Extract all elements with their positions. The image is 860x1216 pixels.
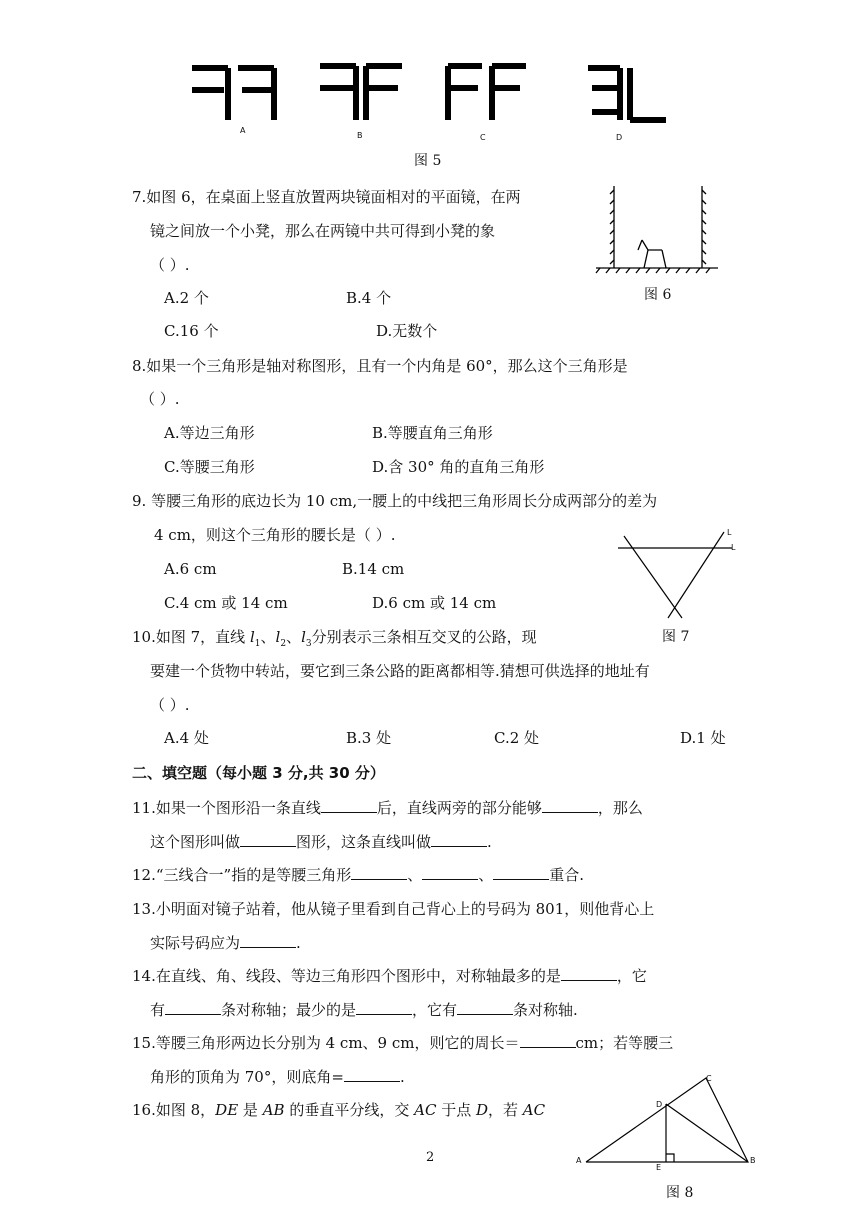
q14-a: 14.在直线、角、线段、等边三角形四个图形中，对称轴最多的是 <box>132 967 561 985</box>
q15-c: 角形的顶角为 70°，则底角= <box>150 1068 344 1086</box>
q7-option-d[interactable]: D.无数个 <box>376 322 438 340</box>
q12-blank-1[interactable] <box>351 864 407 880</box>
q8-option-a[interactable]: A.等边三角形 <box>164 424 255 442</box>
q15-blank-1[interactable] <box>520 1032 576 1048</box>
q10-option-b[interactable]: B.3 处 <box>346 729 392 747</box>
q16-dd: D <box>475 1101 488 1119</box>
q10-l3: l <box>301 628 306 646</box>
q14-c: 有 <box>150 1001 166 1019</box>
q11-blank-3[interactable] <box>240 831 296 847</box>
q10-l2-sub: 2 <box>280 639 287 649</box>
q14-blank-3[interactable] <box>356 999 412 1015</box>
q7-line2: 镜之间放一个小凳，那么在两镜中共可得到小凳的象 <box>150 222 496 240</box>
q9-line1: 9. 等腰三角形的底边长为 10 cm,一腰上的中线把三角形周长分成两部分的差为 <box>132 492 658 510</box>
q8-option-c[interactable]: C.等腰三角形 <box>164 458 255 476</box>
fig8-point-d: D <box>656 1100 663 1109</box>
q11-blank-1[interactable] <box>321 797 377 813</box>
q12-c: 、 <box>478 866 494 884</box>
q10-l3-sub: 3 <box>305 639 312 649</box>
q11-e: 图形，这条直线叫做 <box>296 833 432 851</box>
fig5-label-c: C <box>480 133 486 142</box>
q14-line2 <box>150 999 578 1021</box>
figure-6-mirrors <box>592 180 722 280</box>
q16-b: 是 <box>238 1101 263 1119</box>
q11-blank-2[interactable] <box>542 797 598 813</box>
fig7-caption: 图 7 <box>662 629 690 645</box>
fig5-label-d: D <box>616 133 623 142</box>
q11-f: . <box>487 833 492 851</box>
q9-option-a[interactable]: A.6 cm <box>164 560 217 578</box>
q16-d: 于点 <box>436 1101 476 1119</box>
q11-a: 11.如果一个图形沿一条直线 <box>132 799 321 817</box>
q10-option-c[interactable]: C.2 处 <box>494 729 540 747</box>
q9-line2: 4 cm，则这个三角形的腰长是（ ）. <box>154 526 396 544</box>
q14-e: ，它有 <box>412 1001 458 1019</box>
q11-blank-4[interactable] <box>431 831 487 847</box>
q16-c: 的垂直平分线，交 <box>284 1101 415 1119</box>
q7-option-c[interactable]: C.16 个 <box>164 322 219 340</box>
q16-line1 <box>132 1099 545 1121</box>
q13-line2a: 实际号码应为 <box>150 934 241 952</box>
q12-line <box>132 864 584 886</box>
q13-blank[interactable] <box>240 932 296 948</box>
q8-line1: 8.如果一个三角形是轴对称图形，且有一个内角是 60°，那么这个三角形是 <box>132 357 628 375</box>
q9-option-d[interactable]: D.6 cm 或 14 cm <box>372 594 497 612</box>
q14-f: 条对称轴. <box>513 1001 578 1019</box>
fig5-label-b: B <box>357 131 363 140</box>
figure-7-lines <box>612 526 742 626</box>
fig8-point-b: B <box>750 1156 756 1165</box>
q10-line3: （ ）. <box>150 696 190 714</box>
fig5-label-a: A <box>240 126 246 135</box>
q12-b: 、 <box>407 866 423 884</box>
q16-de: DE <box>215 1101 239 1119</box>
q11-c: ，那么 <box>597 799 643 817</box>
section-2-title: 二、填空题（每小题 3 分,共 30 分） <box>132 764 385 782</box>
q16-e: ，若 <box>488 1101 523 1119</box>
q8-option-b[interactable]: B.等腰直角三角形 <box>372 424 493 442</box>
q15-a: 15.等腰三角形两边长分别为 4 cm、9 cm，则它的周长＝ <box>132 1034 520 1052</box>
page-number: 2 <box>426 1150 435 1165</box>
q10-option-a[interactable]: A.4 处 <box>164 729 209 747</box>
q8-line2: （ ）. <box>140 390 180 408</box>
q12-a: 12.“三线合一”指的是等腰三角形 <box>132 866 352 884</box>
q10-line2: 要建一个货物中转站，要它到三条公路的距离都相等.猜想可供选择的地址有 <box>150 662 650 680</box>
q10-l1-sub: 1 <box>254 639 261 649</box>
fig7-label-l-upper: L <box>727 528 732 537</box>
q12-blank-3[interactable] <box>493 864 549 880</box>
q8-option-d[interactable]: D.含 30° 角的直角三角形 <box>372 458 545 476</box>
q9-option-b[interactable]: B.14 cm <box>342 560 405 578</box>
fig5-caption: 图 5 <box>414 153 442 169</box>
q14-blank-1[interactable] <box>561 965 617 981</box>
q7-line1: 7.如图 6，在桌面上竖直放置两块镜面相对的平面镜，在两 <box>132 188 521 206</box>
q10-line1-post: 分别表示三条相互交叉的公路，现 <box>311 628 537 646</box>
q9-option-c[interactable]: C.4 cm 或 14 cm <box>164 594 288 612</box>
fig8-caption: 图 8 <box>666 1185 694 1201</box>
q15-blank-2[interactable] <box>344 1066 400 1082</box>
q15-d: . <box>399 1068 405 1086</box>
q12-blank-2[interactable] <box>422 864 478 880</box>
q13-line1: 13.小明面对镜子站着，他从镜子里看到自己背心上的号码为 801，则他背心上 <box>132 900 655 918</box>
q7-option-a[interactable]: A.2 个 <box>164 289 209 307</box>
q10-l2: l <box>275 628 281 646</box>
q11-d: 这个图形叫做 <box>150 833 241 851</box>
q13-line2b: . <box>296 934 301 952</box>
q10-line1-pre: 10.如图 7，直线 <box>132 628 250 646</box>
fig8-point-c: C <box>706 1074 712 1083</box>
q14-b: ，它 <box>616 967 647 985</box>
q15-b: cm；若等腰三 <box>575 1034 674 1052</box>
q10-line1 <box>132 626 537 655</box>
q16-a: 16.如图 8， <box>132 1101 216 1119</box>
q16-ac: AC <box>414 1101 437 1119</box>
q10-sep2: 、 <box>286 628 302 646</box>
fig8-point-e: E <box>656 1163 662 1172</box>
q14-blank-4[interactable] <box>457 999 513 1015</box>
figure-5-glyphs <box>180 58 680 148</box>
q11-line1 <box>132 797 643 819</box>
q7-option-b[interactable]: B.4 个 <box>346 289 392 307</box>
fig7-label-l-lower: L <box>731 543 736 552</box>
q10-sep1: 、 <box>260 628 276 646</box>
q11-b: 后，直线两旁的部分能够 <box>376 799 542 817</box>
q13-line2 <box>150 932 301 954</box>
q10-option-d[interactable]: D.1 处 <box>680 729 726 747</box>
q15-line2 <box>150 1066 405 1088</box>
q14-line1 <box>132 965 647 987</box>
q14-blank-2[interactable] <box>165 999 221 1015</box>
q14-d: 条对称轴；最少的是 <box>221 1001 357 1019</box>
q15-line1 <box>132 1032 673 1054</box>
q16-ac2: AC <box>522 1101 546 1119</box>
fig6-caption: 图 6 <box>644 287 672 303</box>
q11-line2 <box>150 831 492 853</box>
q7-line3: （ ）. <box>150 256 190 274</box>
q10-l1: l <box>249 628 255 646</box>
fig8-point-a: A <box>576 1156 582 1165</box>
q16-ab: AB <box>262 1101 285 1119</box>
figure-8-triangle <box>570 1070 770 1174</box>
q12-d: 重合. <box>549 866 585 884</box>
